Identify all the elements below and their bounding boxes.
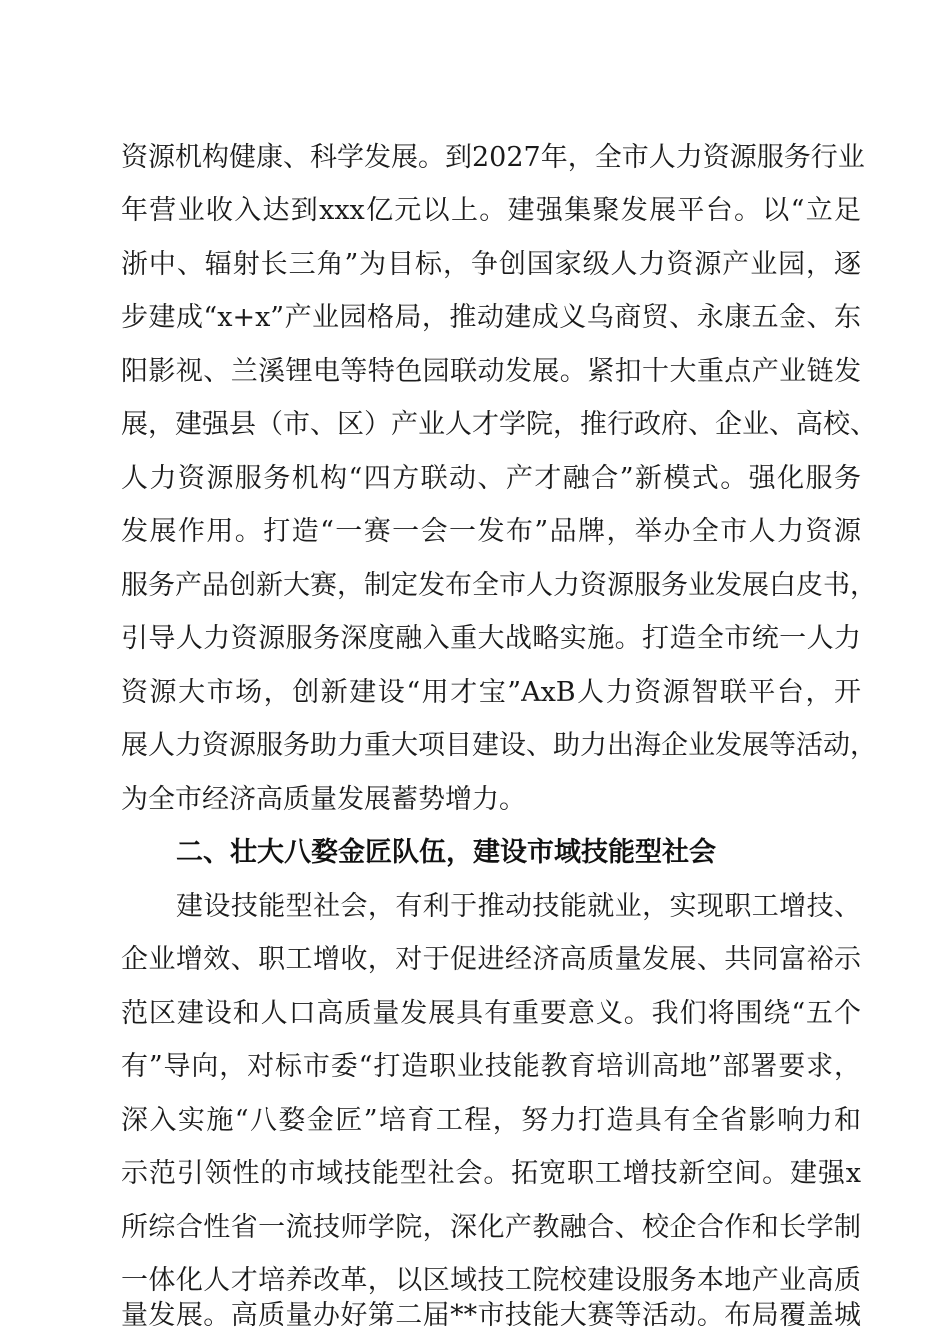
body-text-line: 人力资源服务机构“四方联动、产才融合”新模式。强化服务 — [121, 463, 861, 494]
body-text-line: 展人力资源服务助力重大项目建设、助力出海企业发展等活动， — [121, 730, 877, 761]
body-text-line: 引导人力资源服务深度融入重大战略实施。打造全市统一人力 — [121, 623, 861, 654]
body-text-line: 步建成“x+x”产业园格局，推动建成义乌商贸、永康五金、东 — [121, 302, 861, 333]
body-text-line: 一体化人才培养改革，以区域技工院校建设服务本地产业高质 — [121, 1265, 861, 1296]
body-text-line: 企业增效、职工增收，对于促进经济高质量发展、共同富裕示 — [121, 944, 861, 975]
body-text-line: 资源大市场，创新建设“用才宝”AxB人力资源智联平台，开 — [121, 677, 861, 708]
body-text-line: 发展作用。打造“一赛一会一发布”品牌，举办全市人力资源 — [121, 516, 861, 547]
body-text-line: 浙中、辐射长三角”为目标，争创国家级人力资源产业园，逐 — [121, 249, 861, 280]
body-text-line: 为全市经济高质量发展蓄势增力。 — [121, 784, 526, 815]
body-text-line: 服务产品创新大赛，制定发布全市人力资源服务业发展白皮书， — [121, 570, 877, 601]
body-text-line: 有”导向，对标市委“打造职业技能教育培训高地”部署要求， — [121, 1051, 861, 1082]
body-text-line: 范区建设和人口高质量发展具有重要意义。我们将围绕“五个 — [121, 998, 861, 1029]
body-text-line: 资源机构健康、科学发展。到2027年，全市人力资源服务行业 — [121, 142, 865, 173]
body-text-line: 阳影视、兰溪锂电等特色园联动发展。紧扣十大重点产业链发 — [121, 356, 861, 387]
body-text-line: 年营业收入达到xxx亿元以上。建强集聚发展平台。以“立足 — [121, 195, 861, 226]
body-text-line: 建设技能型社会，有利于推动技能就业，实现职工增技、 — [176, 891, 861, 922]
body-text-line: 深入实施“八婺金匠”培育工程，努力打造具有全省影响力和 — [121, 1105, 861, 1136]
body-text-line: 量发展。高质量办好第二届**市技能大赛等活动。布局覆盖城 — [121, 1300, 861, 1331]
body-text-line: 展，建强县（市、区）产业人才学院，推行政府、企业、高校、 — [121, 409, 877, 440]
body-text-line: 示范引领性的市域技能型社会。拓宽职工增技新空间。建强x — [121, 1158, 861, 1189]
section-heading: 二、壮大八婺金匠队伍，建设市域技能型社会 — [176, 837, 716, 868]
body-text-line: 所综合性省一流技师学院，深化产教融合、校企合作和长学制 — [121, 1212, 861, 1243]
